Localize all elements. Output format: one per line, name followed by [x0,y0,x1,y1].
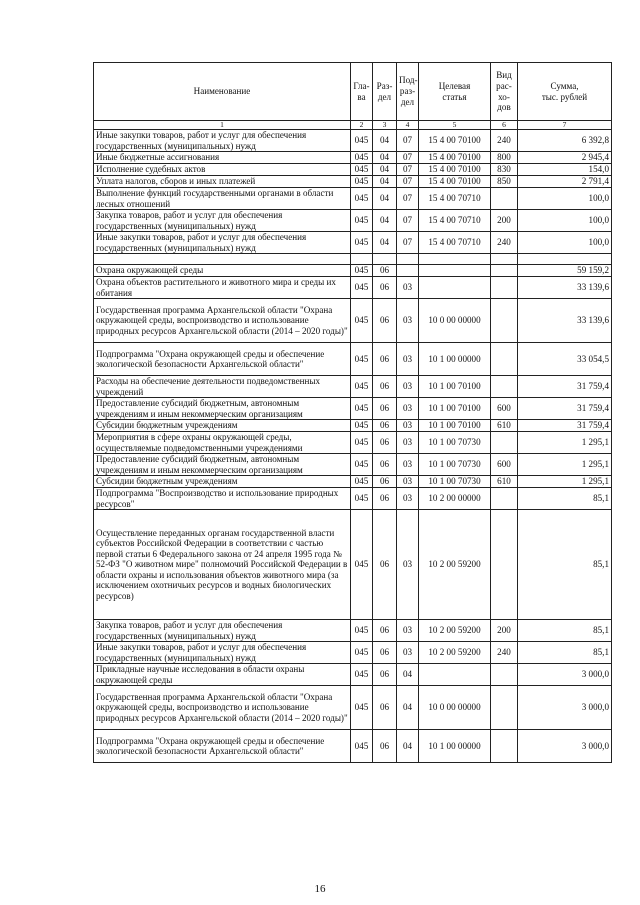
row-summa: 85,1 [518,488,612,510]
row-podrazdel: 03 [397,642,419,664]
table-row [94,343,612,376]
row-celevaya-statya [419,664,491,686]
row-podrazdel: 03 [397,420,419,432]
row-summa: 1 295,1 [518,476,612,488]
row-glava: 045 [351,488,373,510]
row-podrazdel: 03 [397,277,419,299]
column-number: 5 [419,121,491,130]
row-vid-rashodov [491,510,518,620]
row-podrazdel: 07 [397,188,419,210]
row-glava [351,254,373,265]
row-celevaya-statya [419,265,491,277]
row-vid-rashodov [491,254,518,265]
row-summa: 1 295,1 [518,432,612,454]
row-podrazdel: 03 [397,488,419,510]
row-name [94,254,351,265]
row-name: Предоставление субсидий бюджетным, автономным учреждениям и иным некоммерческим организациям [94,454,351,476]
row-summa: 33 139,6 [518,277,612,299]
row-vid-rashodov: 800 [491,152,518,164]
row-vid-rashodov [491,265,518,277]
column-number: 7 [518,121,612,130]
row-celevaya-statya: 15 4 00 70100 [419,164,491,176]
row-glava: 045 [351,188,373,210]
table-row [94,210,612,232]
row-glava: 045 [351,664,373,686]
row-vid-rashodov: 240 [491,130,518,152]
row-vid-rashodov [491,343,518,376]
row-glava: 045 [351,210,373,232]
table-row [94,152,612,164]
row-celevaya-statya [419,254,491,265]
row-glava: 045 [351,164,373,176]
table-row [94,265,612,277]
row-razdel: 06 [373,376,397,398]
row-podrazdel: 04 [397,730,419,763]
table-row [94,686,612,730]
table-row [94,454,612,476]
row-celevaya-statya: 15 4 00 70710 [419,188,491,210]
row-razdel: 06 [373,454,397,476]
table-row [94,254,612,265]
row-glava: 045 [351,454,373,476]
row-podrazdel [397,254,419,265]
row-summa: 100,0 [518,188,612,210]
row-celevaya-statya: 10 1 00 70100 [419,376,491,398]
table-row [94,164,612,176]
row-name: Охрана окружающей среды [94,265,351,277]
row-celevaya-statya: 10 2 00 59200 [419,620,491,642]
row-podrazdel: 03 [397,454,419,476]
row-name: Осуществление переданных органам государственной власти субъектов Российской Федерации в соответствии с частью первой статьи 6 Федерального закона от 24 апреля 1995 года № 52-ФЗ "О животном мире" полномочий Российской Федерации в области охраны и использования объектов животного мира (за исключением охотничьих ресурсов и водных биологических ресурсов) [94,510,351,620]
row-glava: 045 [351,510,373,620]
page-number: 16 [314,883,326,895]
row-vid-rashodov: 240 [491,642,518,664]
row-celevaya-statya: 10 1 00 70730 [419,454,491,476]
row-vid-rashodov [491,432,518,454]
row-glava: 045 [351,432,373,454]
row-glava: 045 [351,398,373,420]
table-row [94,664,612,686]
row-vid-rashodov [491,188,518,210]
header-razdel: Раз- дел [373,63,397,121]
row-vid-rashodov [491,664,518,686]
table-row [94,620,612,642]
row-vid-rashodov: 850 [491,176,518,188]
row-celevaya-statya: 10 2 00 59200 [419,642,491,664]
column-number: 4 [397,121,419,130]
row-razdel: 04 [373,210,397,232]
row-summa: 1 295,1 [518,454,612,476]
row-podrazdel: 07 [397,152,419,164]
row-glava: 045 [351,476,373,488]
table-row [94,176,612,188]
row-glava: 045 [351,277,373,299]
row-podrazdel: 04 [397,664,419,686]
row-razdel: 06 [373,620,397,642]
table-row [94,130,612,152]
row-razdel: 04 [373,130,397,152]
row-summa: 154,0 [518,164,612,176]
row-name: Закупка товаров, работ и услуг для обеспечения государственных (муниципальных) нужд [94,620,351,642]
row-podrazdel: 03 [397,620,419,642]
header-vid-rashodov: Вид рас- хо- дов [491,63,518,121]
row-summa: 59 159,2 [518,265,612,277]
column-number-row [94,121,612,130]
row-glava: 045 [351,232,373,254]
row-name: Уплата налогов, сборов и иных платежей [94,176,351,188]
table-row [94,376,612,398]
row-glava: 045 [351,130,373,152]
row-podrazdel: 03 [397,510,419,620]
row-name: Прикладные научные исследования в области охраны окружающей среды [94,664,351,686]
row-podrazdel: 03 [397,343,419,376]
row-summa: 100,0 [518,210,612,232]
row-summa: 85,1 [518,620,612,642]
row-vid-rashodov [491,488,518,510]
row-name: Мероприятия в сфере охраны окружающей среды, осуществляемые подведомственными учреждениями [94,432,351,454]
row-glava: 045 [351,642,373,664]
row-podrazdel: 03 [397,299,419,343]
row-summa: 2 791,4 [518,176,612,188]
row-celevaya-statya: 15 4 00 70100 [419,152,491,164]
row-razdel: 04 [373,164,397,176]
header-summa: Сумма, тыс. рублей [518,63,612,121]
row-summa [518,254,612,265]
row-summa: 6 392,8 [518,130,612,152]
row-vid-rashodov [491,730,518,763]
column-number: 2 [351,121,373,130]
row-podrazdel: 03 [397,432,419,454]
row-name: Иные бюджетные ассигнования [94,152,351,164]
row-glava: 045 [351,299,373,343]
row-glava: 045 [351,152,373,164]
table-row [94,642,612,664]
row-name: Предоставление субсидий бюджетным, автономным учреждениям и иным некоммерческим организациям [94,398,351,420]
row-name: Подпрограмма "Воспроизводство и использование природных ресурсов" [94,488,351,510]
row-podrazdel: 07 [397,164,419,176]
row-summa: 100,0 [518,232,612,254]
row-celevaya-statya: 10 0 00 00000 [419,686,491,730]
row-vid-rashodov [491,376,518,398]
row-podrazdel: 07 [397,232,419,254]
row-razdel: 04 [373,232,397,254]
row-name: Охрана объектов растительного и животного мира и среды их обитания [94,277,351,299]
row-summa: 3 000,0 [518,664,612,686]
row-name: Государственная программа Архангельской области "Охрана окружающей среды, воспроизводство и использование природных ресурсов Архангельской области (2014 – 2020 годы)" [94,686,351,730]
row-vid-rashodov [491,277,518,299]
table-row [94,299,612,343]
row-summa: 31 759,4 [518,420,612,432]
row-glava: 045 [351,376,373,398]
row-summa: 3 000,0 [518,686,612,730]
row-name: Выполнение функций государственными органами в области лесных отношений [94,188,351,210]
header-celevaya-statya: Целевая статья [419,63,491,121]
row-name: Субсидии бюджетным учреждениям [94,476,351,488]
table-row [94,232,612,254]
row-razdel: 04 [373,188,397,210]
row-name: Субсидии бюджетным учреждениям [94,420,351,432]
row-vid-rashodov: 610 [491,476,518,488]
column-number: 1 [94,121,351,130]
row-glava: 045 [351,420,373,432]
row-summa: 33 139,6 [518,299,612,343]
table-row [94,488,612,510]
row-vid-rashodov: 240 [491,232,518,254]
row-name: Закупка товаров, работ и услуг для обеспечения государственных (муниципальных) нужд [94,210,351,232]
row-razdel: 06 [373,686,397,730]
row-razdel: 04 [373,176,397,188]
row-name: Государственная программа Архангельской области "Охрана окружающей среды, воспроизводство и использование природных ресурсов Архангельской области (2014 – 2020 годы)" [94,299,351,343]
row-razdel: 06 [373,476,397,488]
table-row [94,277,612,299]
row-vid-rashodov: 830 [491,164,518,176]
row-celevaya-statya: 10 1 00 00000 [419,343,491,376]
table-row [94,730,612,763]
row-vid-rashodov [491,299,518,343]
row-podrazdel: 03 [397,476,419,488]
row-name: Подпрограмма "Охрана окружающей среды и обеспечение экологической безопасности Архангельской области" [94,730,351,763]
row-razdel: 06 [373,265,397,277]
row-vid-rashodov: 200 [491,620,518,642]
table-row [94,476,612,488]
row-glava: 045 [351,686,373,730]
row-celevaya-statya: 10 2 00 59200 [419,510,491,620]
table-row [94,510,612,620]
row-razdel: 06 [373,488,397,510]
header-name: Наименование [94,63,351,121]
row-summa: 85,1 [518,510,612,620]
row-celevaya-statya: 15 4 00 70710 [419,232,491,254]
row-summa: 33 054,5 [518,343,612,376]
row-name: Исполнение судебных актов [94,164,351,176]
row-celevaya-statya: 15 4 00 70100 [419,130,491,152]
row-podrazdel: 07 [397,210,419,232]
header-glava: Гла- ва [351,63,373,121]
row-celevaya-statya: 10 1 00 70100 [419,398,491,420]
header-podrazdel: Под- раз- дел [397,63,419,121]
row-razdel: 06 [373,398,397,420]
row-razdel: 06 [373,277,397,299]
row-name: Иные закупки товаров, работ и услуг для обеспечения государственных (муниципальных) нужд [94,232,351,254]
row-celevaya-statya: 10 1 00 70730 [419,476,491,488]
budget-table [93,62,612,763]
row-summa: 31 759,4 [518,398,612,420]
row-vid-rashodov [491,686,518,730]
row-vid-rashodov: 600 [491,398,518,420]
row-razdel: 06 [373,642,397,664]
row-glava: 045 [351,176,373,188]
row-celevaya-statya: 10 0 00 00000 [419,299,491,343]
row-celevaya-statya: 10 1 00 00000 [419,730,491,763]
column-number: 6 [491,121,518,130]
row-glava: 045 [351,265,373,277]
row-celevaya-statya: 15 4 00 70100 [419,176,491,188]
row-glava: 045 [351,620,373,642]
row-vid-rashodov: 600 [491,454,518,476]
row-razdel [373,254,397,265]
row-podrazdel: 04 [397,686,419,730]
column-number: 3 [373,121,397,130]
row-razdel: 06 [373,343,397,376]
row-celevaya-statya: 10 1 00 70730 [419,432,491,454]
row-vid-rashodov: 200 [491,210,518,232]
row-summa: 3 000,0 [518,730,612,763]
row-podrazdel: 03 [397,398,419,420]
row-vid-rashodov: 610 [491,420,518,432]
row-podrazdel: 07 [397,176,419,188]
row-glava: 045 [351,730,373,763]
row-podrazdel: 07 [397,130,419,152]
row-celevaya-statya: 10 1 00 70100 [419,420,491,432]
row-summa: 2 945,4 [518,152,612,164]
row-name: Иные закупки товаров, работ и услуг для обеспечения государственных (муниципальных) нужд [94,130,351,152]
row-podrazdel [397,265,419,277]
header-row [94,63,612,121]
table-row [94,398,612,420]
row-podrazdel: 03 [397,376,419,398]
row-razdel: 06 [373,420,397,432]
row-celevaya-statya: 10 2 00 00000 [419,488,491,510]
row-summa: 85,1 [518,642,612,664]
row-name: Иные закупки товаров, работ и услуг для обеспечения государственных (муниципальных) нужд [94,642,351,664]
row-glava: 045 [351,343,373,376]
row-razdel: 06 [373,299,397,343]
row-celevaya-statya [419,277,491,299]
row-summa: 31 759,4 [518,376,612,398]
row-razdel: 06 [373,730,397,763]
row-name: Расходы на обеспечение деятельности подведомственных учреждений [94,376,351,398]
row-razdel: 06 [373,432,397,454]
table-row [94,188,612,210]
row-name: Подпрограмма "Охрана окружающей среды и обеспечение экологической безопасности Архангельской области" [94,343,351,376]
row-celevaya-statya: 15 4 00 70710 [419,210,491,232]
row-razdel: 06 [373,664,397,686]
table-row [94,420,612,432]
row-razdel: 06 [373,510,397,620]
table-row [94,432,612,454]
row-razdel: 04 [373,152,397,164]
